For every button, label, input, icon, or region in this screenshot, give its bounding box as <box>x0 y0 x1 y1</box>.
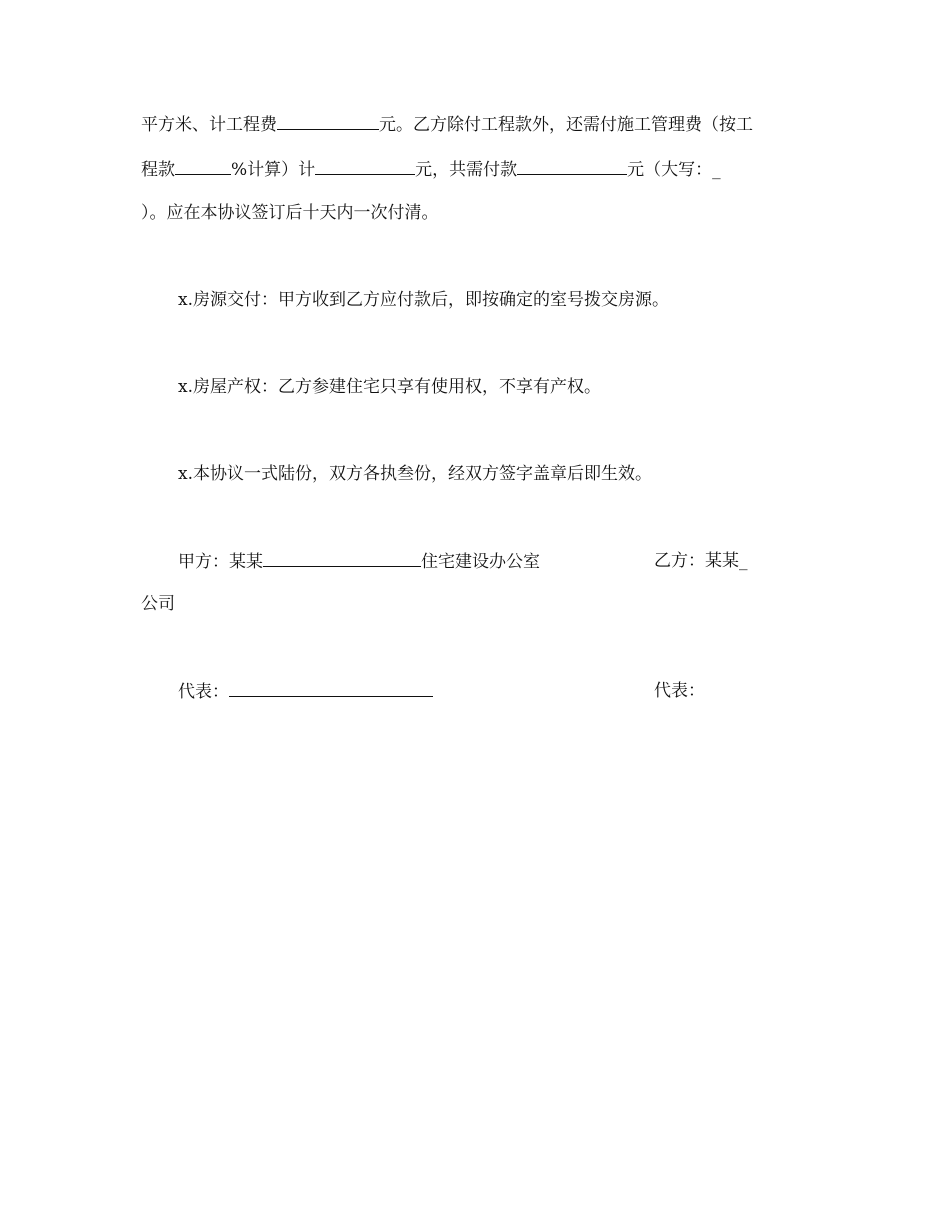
payment-text-2b: %计算）计 <box>231 160 316 180</box>
management-fee-blank <box>315 157 415 175</box>
representative-a-line <box>178 679 433 703</box>
payment-text-3: ）。应在本协议签订后十天内一次付清。 <box>141 203 439 223</box>
party-a-prefix: 甲方：某某 <box>178 552 263 572</box>
payment-line-1 <box>141 112 753 136</box>
party-b-line <box>654 549 748 573</box>
payment-text-1a: 平方米、计工程费 <box>141 115 277 135</box>
party-a-line <box>178 549 540 573</box>
party-b-label: 乙方：某某_ <box>654 551 748 571</box>
payment-text-2a: 程款 <box>141 160 175 180</box>
clause-housing-delivery: x.房源交付：甲方收到乙方应付款后，即按确定的室号拨交房源。 <box>178 290 669 310</box>
clause-copies-effectiveness: x.本协议一式陆份，双方各执叁份，经双方签字盖章后即生效。 <box>178 464 652 484</box>
representative-a-blank <box>229 679 433 697</box>
representative-b-line <box>654 679 705 703</box>
representative-b-label: 代表： <box>654 681 705 701</box>
clause-property-rights: x.房屋产权：乙方参建住宅只享有使用权，不享有产权。 <box>178 377 601 397</box>
payment-text-2c: 元，共需付款 <box>415 160 518 180</box>
party-b-continuation <box>141 592 175 616</box>
party-a-suffix: 住宅建设办公室 <box>421 552 540 572</box>
percent-blank <box>175 157 231 175</box>
payment-text-2d: 元（大写：_ <box>627 160 721 180</box>
payment-line-3 <box>141 201 439 225</box>
total-payment-blank <box>517 157 627 175</box>
payment-line-2 <box>141 157 721 181</box>
representative-a-label: 代表： <box>178 682 229 702</box>
payment-text-1b: 元。乙方除付工程款外，还需付施工管理费（按工 <box>379 115 753 135</box>
party-a-blank <box>263 549 421 567</box>
engineering-fee-blank <box>277 112 379 130</box>
party-b-company: 公司 <box>141 594 175 614</box>
